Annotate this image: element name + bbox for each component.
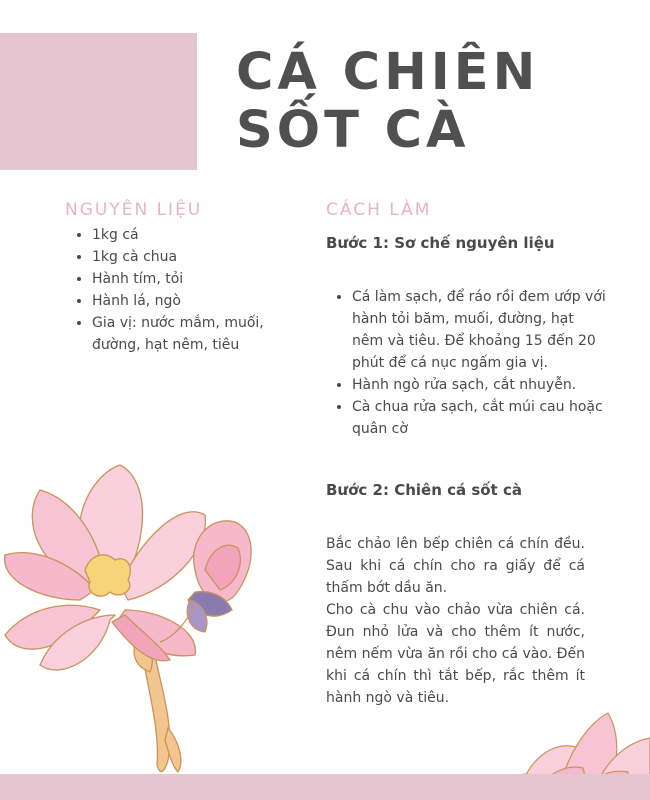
decorative-pink-block <box>0 33 197 170</box>
step2-paragraph: Bắc chảo lên bếp chiên cá chín đều. Sau khi cá chín cho ra giấy để cá thấm bớt dầu ăn. <box>326 536 585 596</box>
list-item: • 1kg cà chua <box>92 246 302 268</box>
decorative-bottom-bar <box>0 774 650 800</box>
list-item: • Hành lá, ngò <box>92 290 302 312</box>
list-item: • Hành ngò rửa sạch, cắt nhuyễn. <box>352 374 607 396</box>
list-item: • Gia vị: nước mắm, muối, đường, hạt nêm, tiêu <box>92 312 302 356</box>
page-title <box>236 44 539 160</box>
ingredients-list <box>73 224 302 356</box>
ingredients-heading: NGUYÊN LIỆU <box>65 200 203 220</box>
step2-paragraph: Cho cà chu vào chảo vừa chiên cá. Đun nhỏ lửa và cho thêm ít nước, nêm nếm vừa ăn rồi cho cá vào. Đến khi cá chín thì tắt bếp, rắc thêm ít hành ngò và tiêu. <box>326 602 585 706</box>
list-item: • Cá làm sạch, để ráo rồi đem ướp với hành tỏi băm, muối, đường, hạt nêm và tiêu. Để khoảng 15 đến 20 phút để cá nục ngấm gia vị. <box>352 286 607 374</box>
step1-list <box>333 286 607 440</box>
list-item: • Cà chua rửa sạch, cắt múi cau hoặc quân cờ <box>352 396 607 440</box>
magnolia-flower-icon <box>0 460 262 778</box>
list-item: • 1kg cá <box>92 224 302 246</box>
list-item: • Hành tím, tỏi <box>92 268 302 290</box>
title-line-1: CÁ CHIÊN <box>236 43 540 102</box>
step2-title: Bước 2: Chiên cá sốt cà <box>326 481 522 499</box>
method-heading: CÁCH LÀM <box>326 200 432 220</box>
step2-body <box>326 533 585 709</box>
title-line-2: SỐT CÀ <box>236 101 470 160</box>
step1-title: Bước 1: Sơ chế nguyên liệu <box>326 234 555 252</box>
